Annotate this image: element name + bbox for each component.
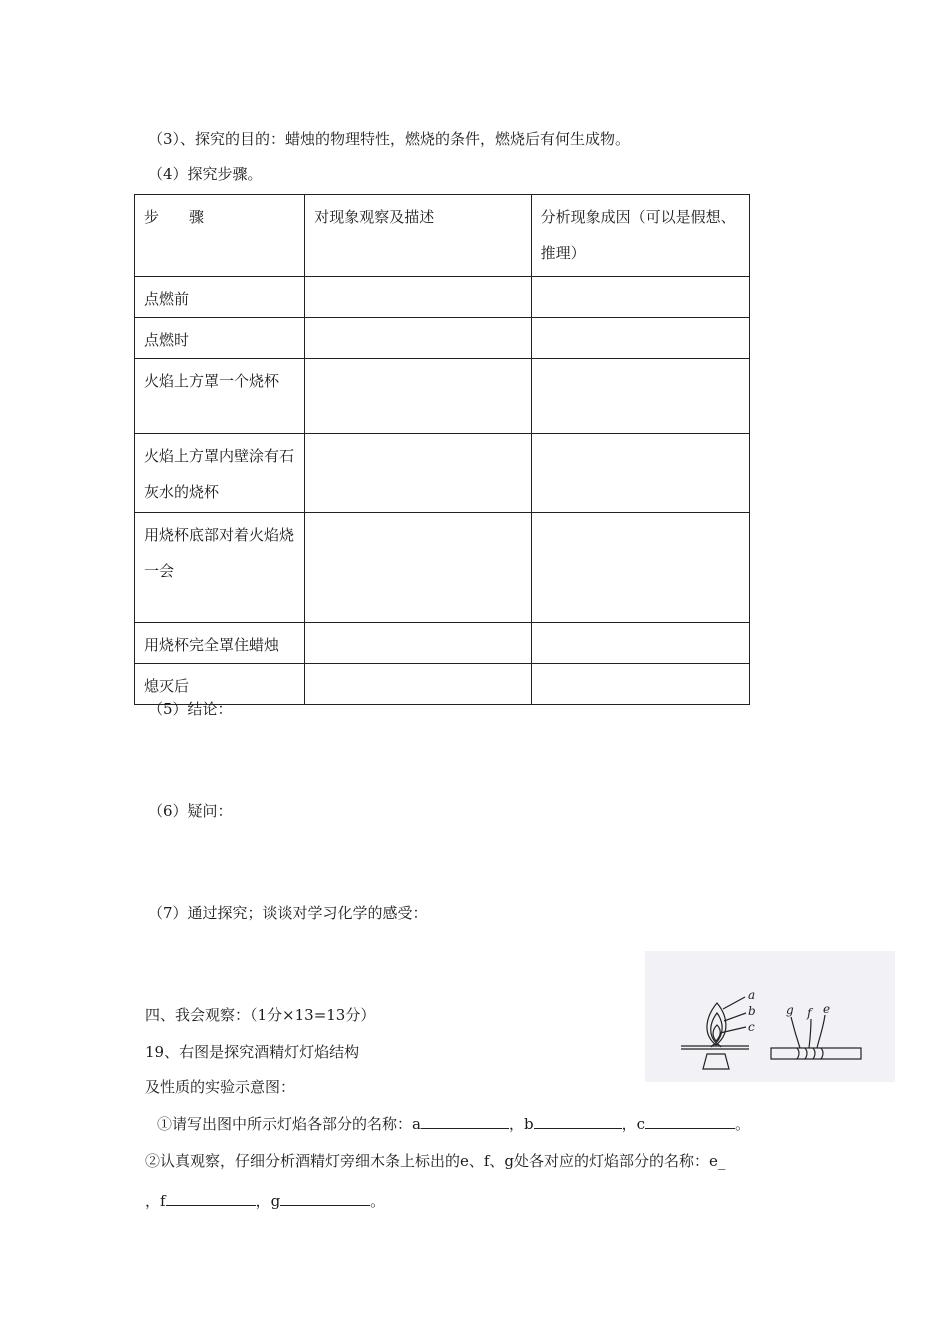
alcohol-lamp-diagram — [645, 951, 895, 1082]
table-header-row — [135, 195, 750, 277]
row-label: 火焰上方罩一个烧杯 — [135, 359, 305, 434]
analysis-cell[interactable] — [531, 513, 749, 623]
observation-cell[interactable] — [305, 318, 531, 359]
answer-c-blank[interactable] — [645, 1114, 735, 1129]
question-19-part2-line2 — [145, 1190, 385, 1211]
observation-cell[interactable] — [305, 513, 531, 623]
observation-cell[interactable] — [305, 434, 531, 513]
question-19-line2: 及性质的实验示意图： — [145, 1078, 296, 1096]
q19-1-b-label: ，b — [508, 1115, 534, 1133]
table-row — [135, 513, 750, 623]
observation-cell[interactable] — [305, 623, 531, 664]
header-observation: 对现象观察及描述 — [305, 195, 531, 277]
q19-1-prefix: ①请写出图中所示灯焰各部分的名称：a — [157, 1115, 421, 1133]
header-analysis: 分析现象成因（可以是假想、推理） — [531, 195, 749, 277]
inner-flame — [711, 1013, 722, 1043]
analysis-cell[interactable] — [531, 623, 749, 664]
answer-g-blank[interactable] — [280, 1191, 370, 1206]
header-step: 步 骤 — [135, 195, 305, 277]
q19-1-c-label: ，c — [621, 1115, 645, 1133]
answer-f-blank[interactable] — [166, 1191, 256, 1206]
observation-cell[interactable] — [305, 277, 531, 318]
label-a: a — [748, 988, 756, 1002]
section-6-questions: （6）疑问： — [148, 802, 233, 820]
section-4-steps: （4）探究步骤。 — [148, 165, 263, 183]
table-row — [135, 359, 750, 434]
alcohol-lamp-figure — [645, 951, 895, 1082]
row-label: 火焰上方罩内壁涂有石灰水的烧杯 — [135, 434, 305, 513]
question-19-part1 — [157, 1113, 750, 1134]
question-19-part2-line1: ②认真观察，仔细分析酒精灯旁细木条上标出的e、f、g处各对应的灯焰部分的名称：e_ — [145, 1152, 726, 1170]
wooden-stick — [771, 1048, 861, 1059]
table-row — [135, 318, 750, 359]
analysis-cell[interactable] — [531, 277, 749, 318]
outer-flame — [707, 1003, 726, 1045]
section-3-purpose: （3）、探究的目的：蜡烛的物理特性，燃烧的条件，燃烧后有何生成物。 — [148, 130, 631, 148]
section-5-conclusion: （5）结论： — [148, 700, 233, 718]
q19-2-end: 。 — [370, 1192, 386, 1210]
label-f: f — [807, 1006, 812, 1020]
section-7-reflection: （7）通过探究；谈谈对学习化学的感受： — [148, 904, 428, 922]
label-b: b — [748, 1004, 756, 1018]
table-row — [135, 277, 750, 318]
label-c: c — [748, 1020, 755, 1034]
row-label: 用烧杯底部对着火焰烧一会 — [135, 513, 305, 623]
row-label: 点燃前 — [135, 277, 305, 318]
q19-1-end: 。 — [734, 1115, 750, 1133]
answer-a-blank[interactable] — [421, 1114, 509, 1129]
row-label: 点燃时 — [135, 318, 305, 359]
table-row — [135, 434, 750, 513]
lamp-body — [703, 1054, 729, 1069]
analysis-cell[interactable] — [531, 359, 749, 434]
q19-2-g-label: ，g — [255, 1192, 281, 1210]
observation-cell[interactable] — [305, 664, 531, 705]
answer-b-blank[interactable] — [534, 1114, 622, 1129]
analysis-cell[interactable] — [531, 664, 749, 705]
analysis-cell[interactable] — [531, 318, 749, 359]
label-e: e — [823, 1002, 831, 1016]
q19-2-f-label: ，f — [145, 1192, 166, 1210]
question-19-line1: 19、右图是探究酒精灯灯焰结构 — [145, 1043, 360, 1061]
table-row — [135, 623, 750, 664]
label-g: g — [786, 1003, 794, 1017]
steps-table — [134, 194, 750, 705]
row-label: 用烧杯完全罩住蜡烛 — [135, 623, 305, 664]
part-4-heading: 四、我会观察：（1分×13=13分） — [145, 1006, 376, 1024]
analysis-cell[interactable] — [531, 434, 749, 513]
observation-cell[interactable] — [305, 359, 531, 434]
row-label: 熄灭后 — [135, 664, 305, 705]
